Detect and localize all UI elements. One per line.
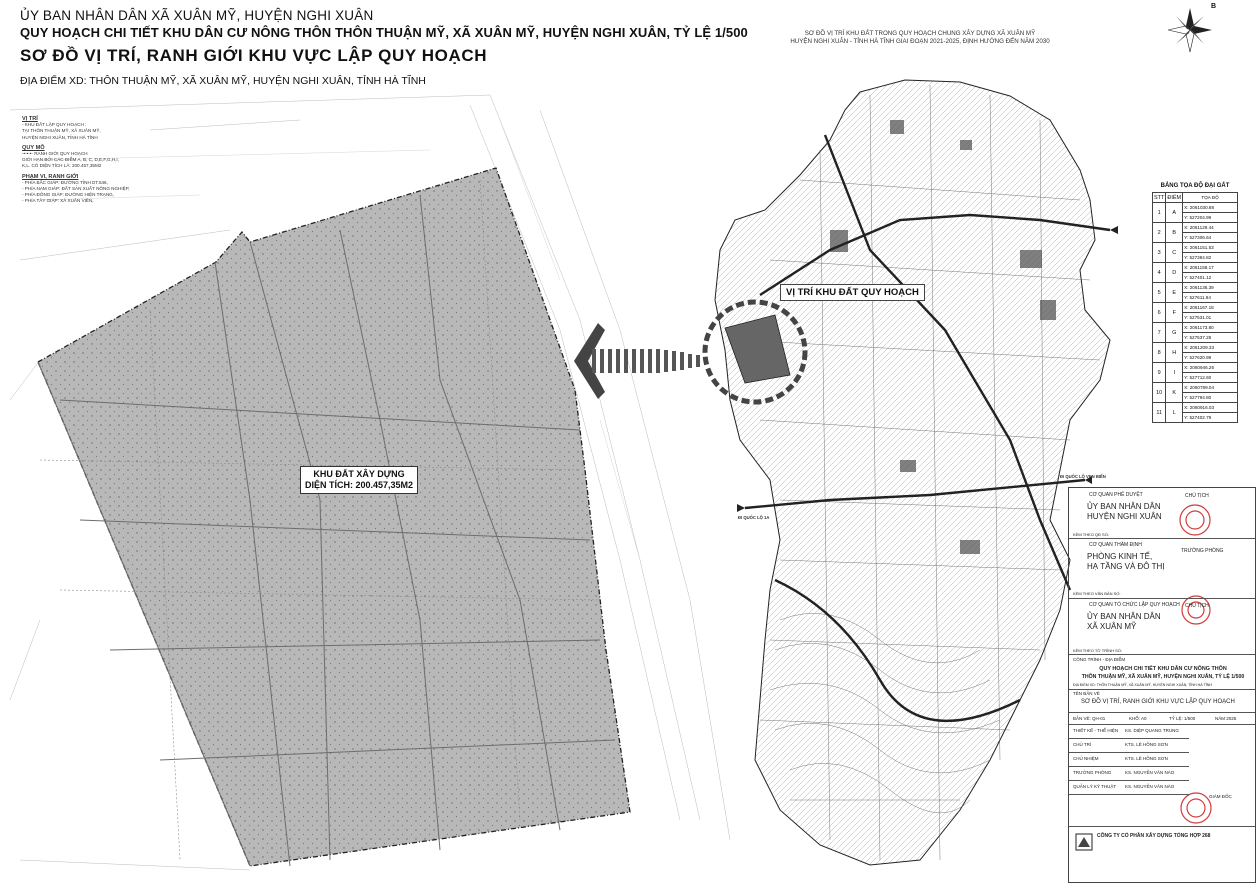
coord-row	[1153, 383, 1238, 393]
coord-y: Y: 527306.64	[1183, 233, 1238, 243]
staff-role: CHỦ NHIỆM	[1073, 756, 1099, 761]
coord-point: D	[1166, 263, 1183, 283]
coordinate-table-title: BẢNG TỌA ĐỘ ĐẠI GẤT	[1160, 183, 1230, 189]
approve-sign-title: CHỦ TỊCH	[1185, 493, 1209, 499]
appraise-org-1: PHÒNG KINH TẾ,	[1087, 552, 1153, 561]
coord-header: TỌA ĐỘ	[1183, 193, 1238, 203]
coord-point: B	[1166, 223, 1183, 243]
staff-name: KS. NGUYỄN VĂN NÀO	[1125, 770, 1175, 775]
coord-x: X: 2060789.04	[1183, 383, 1238, 393]
work-heading: CÔNG TRÌNH - ĐỊA ĐIỂM	[1073, 657, 1126, 662]
organize-sign-title: CHỦ TỊCH	[1185, 603, 1209, 609]
north-label: B	[1211, 3, 1217, 10]
staff-name: KTS. LÊ HỒNG SƠN	[1125, 742, 1168, 747]
coord-point: L	[1166, 403, 1183, 423]
coord-row	[1153, 263, 1238, 273]
coord-x: X: 2061129.44	[1183, 223, 1238, 233]
coord-index: 9	[1153, 363, 1166, 383]
coord-y: Y: 527712.60	[1183, 373, 1238, 383]
legend-pham-vi-heading: PHẠM VI, RANH GIỚI	[22, 173, 79, 180]
plan-title: QUY HOẠCH CHI TIẾT KHU DÂN CƯ NÔNG THÔN THÔN THUẬN MỸ, XÃ XUÂN MỸ, HUYỆN NGHI XUÂN, TỶ LỆ 1/500	[20, 25, 748, 40]
legend-line: GIỚI HẠN BỞI CÁC ĐIỂM A, B, C, D,E,F,G,H,I,	[22, 157, 119, 163]
coord-x: X: 2060946.26	[1183, 363, 1238, 373]
coord-index: 10	[1153, 383, 1166, 403]
coord-x: X: 2061167.18	[1183, 303, 1238, 313]
coord-index: 4	[1153, 263, 1166, 283]
coord-y: Y: 527611.94	[1183, 293, 1238, 303]
director-title: GIÁM ĐỐC	[1209, 794, 1232, 799]
coord-row	[1153, 363, 1238, 373]
meta-year: NĂM 2025	[1215, 716, 1237, 721]
coord-point: I	[1166, 363, 1183, 383]
coord-point: G	[1166, 323, 1183, 343]
coordinate-table	[1152, 183, 1238, 423]
staff-name: KTS. LÊ HỒNG SƠN	[1125, 756, 1168, 761]
coord-index: 5	[1153, 283, 1166, 303]
organize-ref: KÈM THEO TỜ TRÌNH SỐ:	[1073, 648, 1122, 653]
regional-map	[705, 80, 1118, 865]
coord-x: X: 2061209.33	[1183, 343, 1238, 353]
legend-vi-tri-heading: VỊ TRÍ	[22, 116, 38, 122]
staff-role: QUẢN LÝ KỸ THUẬT	[1073, 784, 1117, 789]
coord-x: X: 2061173.80	[1183, 323, 1238, 333]
site-area-label	[300, 466, 418, 494]
coord-row	[1153, 283, 1238, 293]
legend-line: - PHÍA TÂY GIÁP: XÃ XUÂN VIÊN,	[22, 198, 94, 204]
appraise-heading: CƠ QUAN THẨM ĐỊNH	[1089, 542, 1142, 548]
drawing-title: SƠ ĐỒ VỊ TRÍ, RANH GIỚI KHU VỰC LẬP QUY HOẠCH	[20, 46, 488, 65]
coord-y: Y: 527794.80	[1183, 393, 1238, 403]
meta-size: KHỔ: A0	[1129, 716, 1147, 721]
road-label-ql1a: ĐI QUỐC LỘ 1A	[738, 515, 770, 520]
appraise-ref: KÈM THEO VĂN BẢN SỐ:	[1073, 591, 1121, 596]
site-label-line2: DIỆN TÍCH: 200.457,35M2	[305, 480, 414, 490]
approve-ref: KÈM THEO QĐ SỐ:	[1073, 532, 1109, 537]
staff-role: TRƯỞNG PHÒNG	[1073, 770, 1112, 775]
coord-index: 1	[1153, 203, 1166, 223]
legend-line: -•-•-•- RANH GIỚI QUY HOẠCH	[22, 151, 88, 157]
work-line1: QUY HOẠCH CHI TIẾT KHU DÂN CƯ NÔNG THÔN	[1099, 666, 1227, 672]
location-arrow	[574, 323, 700, 399]
legend-line: TẠI THÔN THUẬN MỸ, XÃ XUÂN MỸ,	[22, 128, 101, 134]
drawing-heading: TÊN BẢN VẼ	[1073, 691, 1100, 696]
legend-line: - KHU ĐẤT LẬP QUY HOẠCH :	[22, 122, 87, 128]
company-name: CÔNG TY CỔ PHẦN XÂY DỰNG TỔNG HỢP 268	[1097, 833, 1211, 839]
legend-panel	[22, 112, 152, 205]
coord-x: X: 2061136.39	[1183, 283, 1238, 293]
coord-y: Y: 527401.12	[1183, 273, 1238, 283]
staff-name: KS. DIỆP QUANG TRUNG	[1125, 728, 1179, 733]
coord-y: Y: 527402.79	[1183, 413, 1238, 423]
coord-header: ĐIỂM	[1167, 194, 1182, 201]
coord-point: H	[1166, 343, 1183, 363]
coord-index: 3	[1153, 243, 1166, 263]
coord-x: X: 2061030.88	[1183, 203, 1238, 213]
coord-point: A	[1166, 203, 1183, 223]
coord-index: 8	[1153, 343, 1166, 363]
legend-line: - PHÍA NAM GIÁP: ĐẤT SẢN XUẤT NÔNG NGHIỆP,	[22, 186, 130, 192]
site-callout-label: VỊ TRÍ KHU ĐẤT QUY HOẠCH	[780, 284, 925, 301]
coord-x: X: 2060916.03	[1183, 403, 1238, 413]
regional-title-line2: HUYỆN NGHI XUÂN - TỈNH HÀ TĨNH GIAI ĐOẠN 2021-2025, ĐỊNH HƯỚNG ĐẾN NĂM 2030	[790, 38, 1050, 45]
coord-row	[1153, 243, 1238, 253]
meta-scale: TỶ LỆ: 1/500	[1169, 716, 1196, 721]
title-block	[1068, 487, 1256, 883]
regional-map-title	[760, 30, 1080, 46]
coord-y: Y: 527620.99	[1183, 353, 1238, 363]
coord-row	[1153, 303, 1238, 313]
site-label-line1: KHU ĐẤT XÂY DỰNG	[313, 469, 405, 479]
appraise-org-2: HẠ TẦNG VÀ ĐÔ THỊ	[1087, 562, 1165, 571]
coord-row	[1153, 343, 1238, 353]
coord-header: STT	[1154, 194, 1165, 201]
meta-sheet: BẢN VẼ: QH-01	[1073, 716, 1106, 721]
coord-index: 6	[1153, 303, 1166, 323]
organize-heading: CƠ QUAN TỔ CHỨC LẬP QUY HOẠCH	[1089, 602, 1180, 608]
approve-org-2: HUYỆN NGHI XUÂN	[1087, 512, 1162, 521]
coord-y: Y: 527204.99	[1183, 213, 1238, 223]
coord-x: X: 2061158.17	[1183, 263, 1238, 273]
work-line3: ĐỊA ĐIỂM XD: THÔN THUẬN MỸ, XÃ XUÂN MỸ, HUYỆN NGHI XUÂN, TỈNH HÀ TĨNH	[1073, 683, 1212, 687]
approve-heading: CƠ QUAN PHÊ DUYỆT	[1089, 492, 1143, 498]
coord-point: E	[1166, 283, 1183, 303]
location-line: ĐỊA ĐIỂM XD: THÔN THUẬN MỸ, XÃ XUÂN MỸ, HUYỆN NGHI XUÂN, TỈNH HÀ TĨNH	[20, 75, 426, 87]
staff-role: THIẾT KẾ - THỂ HIỆN	[1073, 728, 1119, 733]
legend-line: - PHÍA ĐÔNG GIÁP: ĐƯỜNG HIỆN TRẠNG,	[22, 192, 115, 198]
approve-org-1: ỦY BAN NHÂN DÂN	[1087, 502, 1161, 511]
organize-org-1: ỦY BAN NHÂN DÂN	[1087, 612, 1161, 621]
drawing-name: SƠ ĐỒ VỊ TRÍ, RANH GIỚI KHU VỰC LẬP QUY HOẠCH	[1081, 699, 1235, 705]
coord-y: Y: 527537.28	[1183, 333, 1238, 343]
legend-line: HUYỆN NGHI XUÂN, TỈNH HÀ TĨNH	[22, 134, 98, 140]
road-label-ven-bien: ĐI QUỐC LỘ VEN BIỂN	[1060, 474, 1106, 479]
coord-point: K	[1166, 383, 1183, 403]
coord-index: 2	[1153, 223, 1166, 243]
coord-y: Y: 527531.01	[1183, 313, 1238, 323]
coord-point: F	[1166, 303, 1183, 323]
appraise-sign-title: TRƯỞNG PHÒNG	[1181, 548, 1224, 554]
coord-row	[1153, 403, 1238, 413]
regional-title-line1: SƠ ĐỒ VỊ TRÍ KHU ĐẤT TRONG QUY HOẠCH CHUNG XÂY DỰNG XÃ XUÂN MỸ	[804, 30, 1036, 37]
legend-line: - PHÍA BẮC GIÁP: ĐƯỜNG TỈNH DT.546,	[22, 179, 108, 185]
legend-line: K,L. CÓ DIỆN TÍCH LÀ: 200.457,35M2	[22, 163, 102, 169]
work-line2: THÔN THUẬN MỸ, XÃ XUÂN MỸ, HUYỆN NGHI XUÂN, TỶ LỆ 1/500	[1081, 674, 1245, 680]
company-logo	[1075, 833, 1093, 851]
staff-role: CHỦ TRÌ	[1073, 742, 1092, 747]
coord-y: Y: 527384.82	[1183, 253, 1238, 263]
authority-title: ỦY BAN NHÂN DÂN XÃ XUÂN MỸ, HUYỆN NGHI XUÂN	[20, 8, 374, 23]
coord-index: 7	[1153, 323, 1166, 343]
coord-row	[1153, 223, 1238, 233]
compass-rose	[1168, 8, 1212, 52]
site-boundary	[38, 168, 630, 866]
coord-x: X: 2061151.53	[1183, 243, 1238, 253]
organize-org-2: XÃ XUÂN MỸ	[1087, 622, 1137, 631]
coord-point: C	[1166, 243, 1183, 263]
staff-name: KS. NGUYỄN VĂN NÀO	[1125, 784, 1175, 789]
coord-row	[1153, 203, 1238, 213]
legend-quy-mo-heading: QUY MÔ	[22, 144, 45, 151]
coord-row	[1153, 323, 1238, 333]
coord-index: 11	[1153, 403, 1166, 423]
